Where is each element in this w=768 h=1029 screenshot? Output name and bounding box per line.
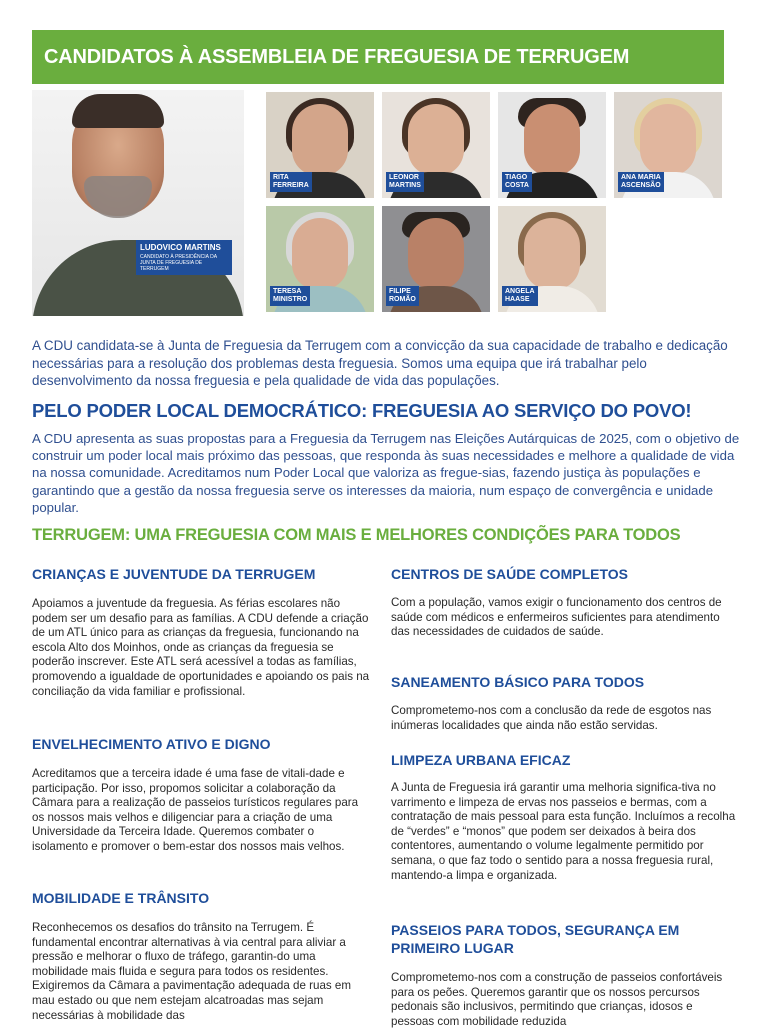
candidate-name-tag: TERESA MINISTRO <box>270 286 310 306</box>
section-body-health: Com a população, vamos exigir o funcionamento dos centros de saúde com médicos e enfermeiros suficientes para atendimento das necessidades de cuidados de saúde. <box>391 596 722 639</box>
sub-headline: TERRUGEM: UMA FREGUESIA COM MAIS E MELHORES CONDIÇÕES PARA TODOS <box>32 526 681 544</box>
section-title-sidewalks: PASSEIOS PARA TODOS, SEGURANÇA EM PRIMEIRO LUGAR <box>391 922 680 956</box>
lead-candidate-role: CANDIDATO À PRESIDÊNCIA DA JUNTA DE FREGUESIA DE TERRUGEM <box>140 254 217 272</box>
candidate-photo <box>266 206 374 312</box>
lead-candidate-photo <box>32 90 244 316</box>
headline-paragraph: A CDU apresenta as suas propostas para a Freguesia da Terrugem nas Eleições Autárquicas de 2025, com o objetivo de construir um poder local mais próximo das pessoas, que responda às suas necessidades e melhore a qualidade de vida na nossa comunidade. Acreditamos num Poder Local que valoriza as fregue-sias, fazendo justiça às populações e garantindo que a gestão da nossa freguesia serve os interesses da maioria, num espaço de convergência e unidade popular. <box>32 431 740 515</box>
candidate-name-tag: ANA MARIA ASCENSÃO <box>618 172 664 192</box>
intro-paragraph: A CDU candidata-se à Junta de Freguesia da Terrugem com a convicção da sua capacidade de trabalho e dedicação necessárias para a resolução dos problemas desta freguesia. Somos uma equipa que irá trabalhar pelo desenvolvimento da nossa freguesia e pela qualidade de vida das populações. <box>32 338 728 388</box>
section-title-health: CENTROS DE SAÚDE COMPLETOS <box>391 566 628 582</box>
section-body-children: Apoiamos a juventude da freguesia. As férias escolares não podem ser um desafio para as famílias. A CDU defende a criação de um ATL único para as crianças da freguesia, funcionando na escola Alto dos Moinhos, onde as crianças da freguesia se poderão inscrever. Este ATL será acessível a todas as famílias, promovendo a igualdade de oportunidades e apoiando os pais na conciliação da vida familiar e profissional. <box>32 597 370 698</box>
section-title-aging: ENVELHECIMENTO ATIVO E DIGNO <box>32 736 271 752</box>
section-title-mobility: MOBILIDADE E TRÂNSITO <box>32 890 210 906</box>
section-body-sanitation: Comprometemo-nos com a conclusão da rede de esgotos nas inúmeras localidades que ainda não estão servidas. <box>391 704 712 732</box>
candidate-name-tag: RITA FERREIRA <box>270 172 312 192</box>
candidate-photo <box>382 92 490 198</box>
section-body-sidewalks: Comprometemo-nos com a construção de passeios confortáveis para os peões. Queremos garantir que os nossos percursos pedonais são inclusivos, permitindo que crianças, idosos e pessoas com mobilidade reduzida <box>391 971 723 1028</box>
candidate-photo <box>382 206 490 312</box>
section-title-cleaning: LIMPEZA URBANA EFICAZ <box>391 752 571 768</box>
candidate-name-tag: LEONOR MARTINS <box>386 172 424 192</box>
section-body-aging: Acreditamos que a terceira idade é uma fase de vitali-dade e participação. Por isso, propomos solicitar a colaboração da Câmara para a realização de passeios turísticos regulares para os nossos mais velhos e diligenciar para a criação de uma Universidade da Terceira Idade. Queremos combater o isolamento e promover o bem-estar dos nossos mais velhos. <box>32 767 359 853</box>
section-body-cleaning: A Junta de Freguesia irá garantir uma melhoria significa-tiva no varrimento e limpeza de ervas nos passeios e bermas, com a contratação de mais pessoal para esta função. Incluímos a recolha de “verdes” e “monos” que podem ser deixados à beira dos contentores, aumentando o volume legalmente permitido por semana, o que faz todo o sentido para a nossa freguesia rural, mantendo-a limpa e organizada. <box>391 781 736 882</box>
candidate-name-tag: TIAGO COSTA <box>502 172 532 192</box>
candidate-photo <box>498 206 606 312</box>
main-headline: PELO PODER LOCAL DEMOCRÁTICO: FREGUESIA AO SERVIÇO DO POVO! <box>32 400 692 421</box>
section-title-sanitation: SANEAMENTO BÁSICO PARA TODOS <box>391 674 645 690</box>
section-body-mobility: Reconhecemos os desafios do trânsito na Terrugem. É fundamental encontrar alternativas à via central para aliviar a pressão e melhorar o fluxo de tráfego, garantin-do uma mobilidade mais fluida e segura para todos os residentes. Exigiremos da Câmara a pavimentação adequada de ruas em mau estado ou que nem estejam alcatroadas mas sejam necessárias à mobilidade das <box>32 921 352 1022</box>
candidate-name-tag: ANGELA HAASE <box>502 286 538 306</box>
banner-title: CANDIDATOS À ASSEMBLEIA DE FREGUESIA DE TERRUGEM <box>32 30 724 84</box>
candidate-photo <box>614 92 722 198</box>
candidate-photo <box>498 92 606 198</box>
candidate-name-tag: FILIPE ROMÃO <box>386 286 419 306</box>
lead-candidate-name: LUDOVICO MARTINS <box>140 243 221 252</box>
lead-candidate-label <box>136 240 232 275</box>
candidate-photo <box>266 92 374 198</box>
section-title-children: CRIANÇAS E JUVENTUDE DA TERRUGEM <box>32 566 316 582</box>
